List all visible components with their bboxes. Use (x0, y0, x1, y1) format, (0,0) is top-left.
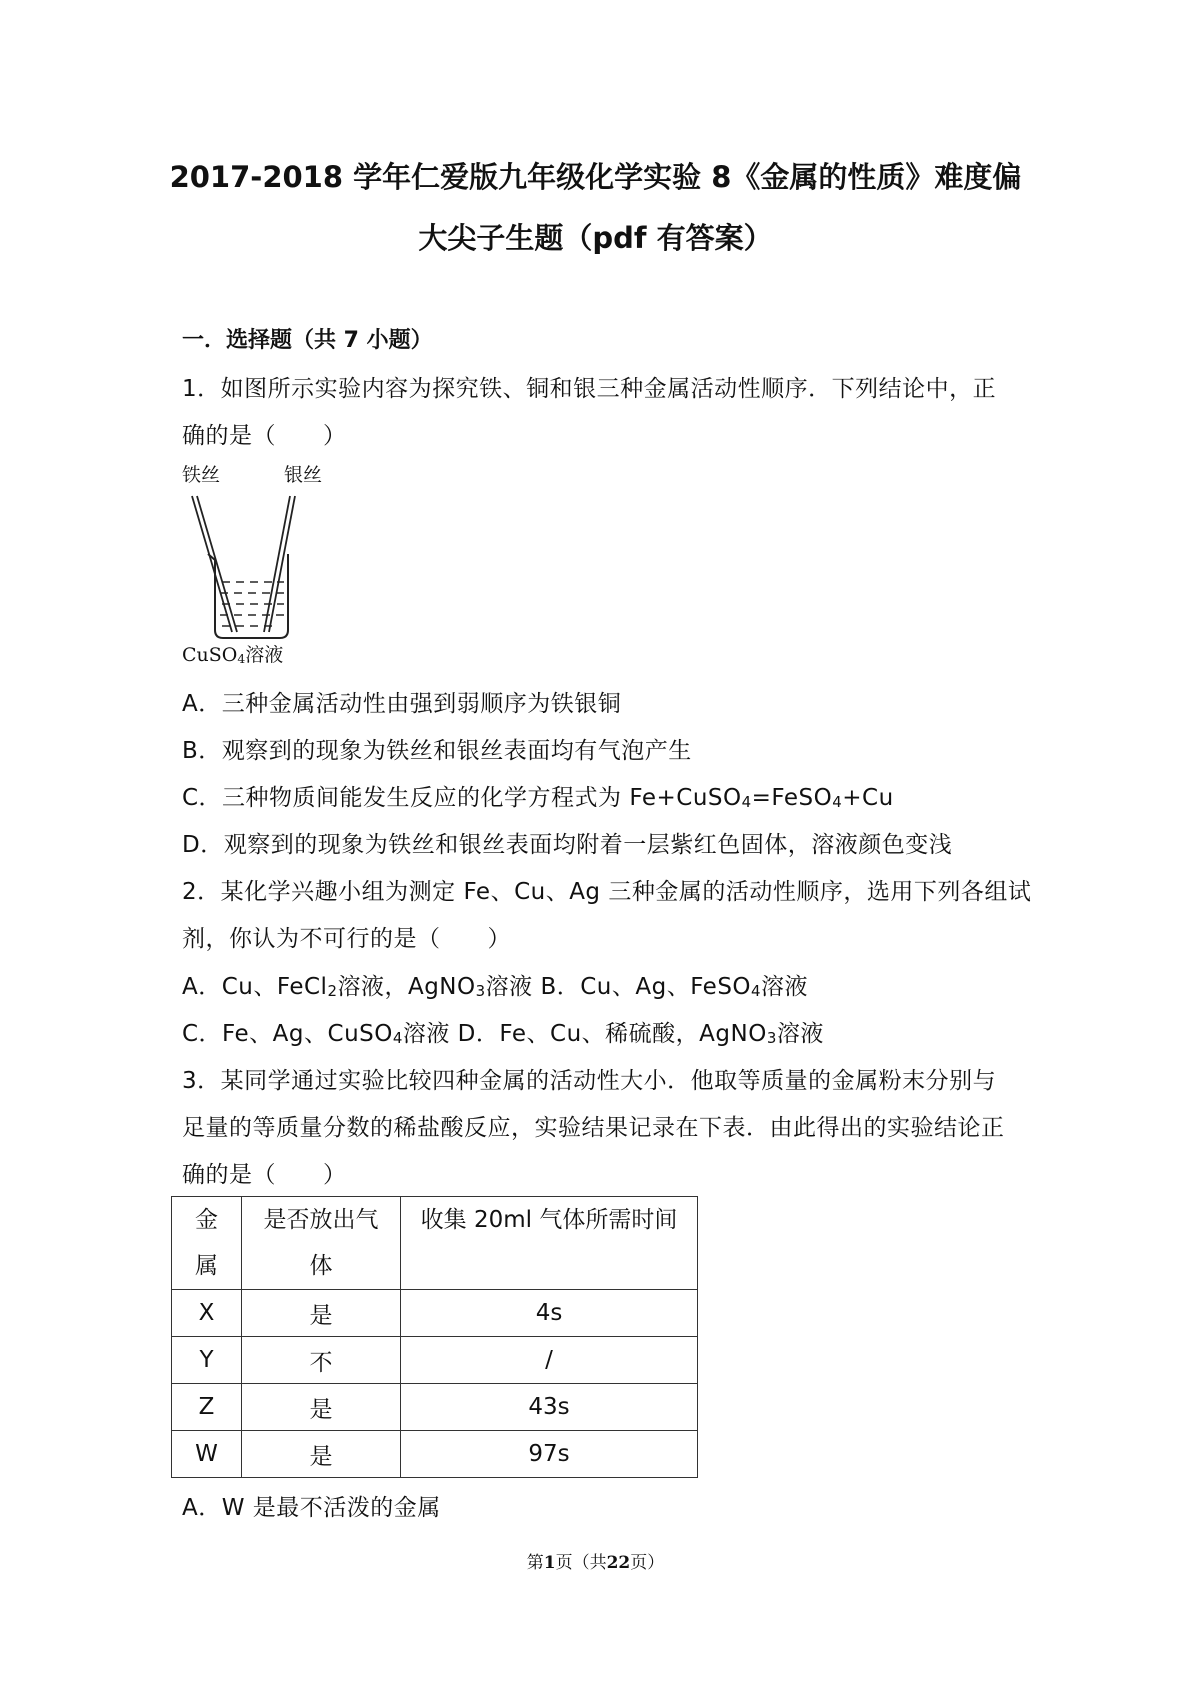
doc-title-line2: 大尖子生题（pdf 有答案） (418, 221, 773, 255)
iron-wire-label: 铁丝 (182, 464, 221, 486)
beaker-diagram (180, 490, 350, 660)
header-metal: 金 属 (172, 1197, 242, 1290)
table-row: Z 是 43s (172, 1384, 698, 1431)
section-heading: 一．选择题（共 7 小题） (182, 328, 433, 353)
q1-option-b: B．观察到的现象为铁丝和银丝表面均有气泡产生 (182, 738, 692, 764)
table-row: X 是 4s (172, 1290, 698, 1337)
doc-title-line1: 2017-2018 学年仁爱版九年级化学实验 8《金属的性质》难度偏 (169, 160, 1022, 194)
q3-stem-line3: 确的是（ ） (182, 1162, 347, 1188)
q1-option-d: D．观察到的现象为铁丝和银丝表面均附着一层紫红色固体，溶液颜色变浅 (182, 832, 953, 858)
table-row: W 是 97s (172, 1431, 698, 1478)
q2-stem-line2: 剂，你认为不可行的是（ ） (182, 926, 511, 952)
q1-stem-line1: 1．如图所示实验内容为探究铁、铜和银三种金属活动性顺序．下列结论中，正 (182, 376, 997, 402)
header-collection-time: 收集 20ml 气体所需时间 (401, 1197, 698, 1290)
q1-experiment-figure (180, 462, 350, 672)
q3-stem-line2: 足量的等质量分数的稀盐酸反应，实验结果记录在下表．由此得出的实验结论正 (182, 1115, 1005, 1141)
q1-option-c: C．三种物质间能发生反应的化学方程式为 Fe+CuSO$_4$=FeSO$_4$+Cu (182, 785, 894, 812)
table-row: Y 不 / (172, 1337, 698, 1384)
page-footer: 第1页（共22页） (526, 1553, 665, 1573)
cuso4-solution-label: CuSO$_4$溶液 (182, 644, 284, 666)
table-header-row (172, 1197, 698, 1290)
header-gas-released: 是否放出气 体 (242, 1197, 401, 1290)
silver-wire-label: 银丝 (284, 464, 323, 486)
q2-stem-line1: 2．某化学兴趣小组为测定 Fe、Cu、Ag 三种金属的活动性顺序，选用下列各组试 (182, 879, 1032, 905)
q2-options-ab: A．Cu、FeCl$_2$溶液，AgNO$_3$溶液 B．Cu、Ag、FeSO$_4$溶液 (182, 974, 809, 1001)
q1-stem-line2: 确的是（ ） (182, 423, 347, 449)
q2-options-cd: C．Fe、Ag、CuSO$_4$溶液 D．Fe、Cu、稀硫酸，AgNO$_3$溶液 (182, 1021, 824, 1048)
q3-results-table (171, 1196, 698, 1478)
q3-option-a: A．W 是最不活泼的金属 (182, 1495, 441, 1521)
q3-stem-line1: 3．某同学通过实验比较四种金属的活动性大小．他取等质量的金属粉末分别与 (182, 1068, 997, 1094)
q1-option-a: A．三种金属活动性由强到弱顺序为铁银铜 (182, 691, 622, 717)
